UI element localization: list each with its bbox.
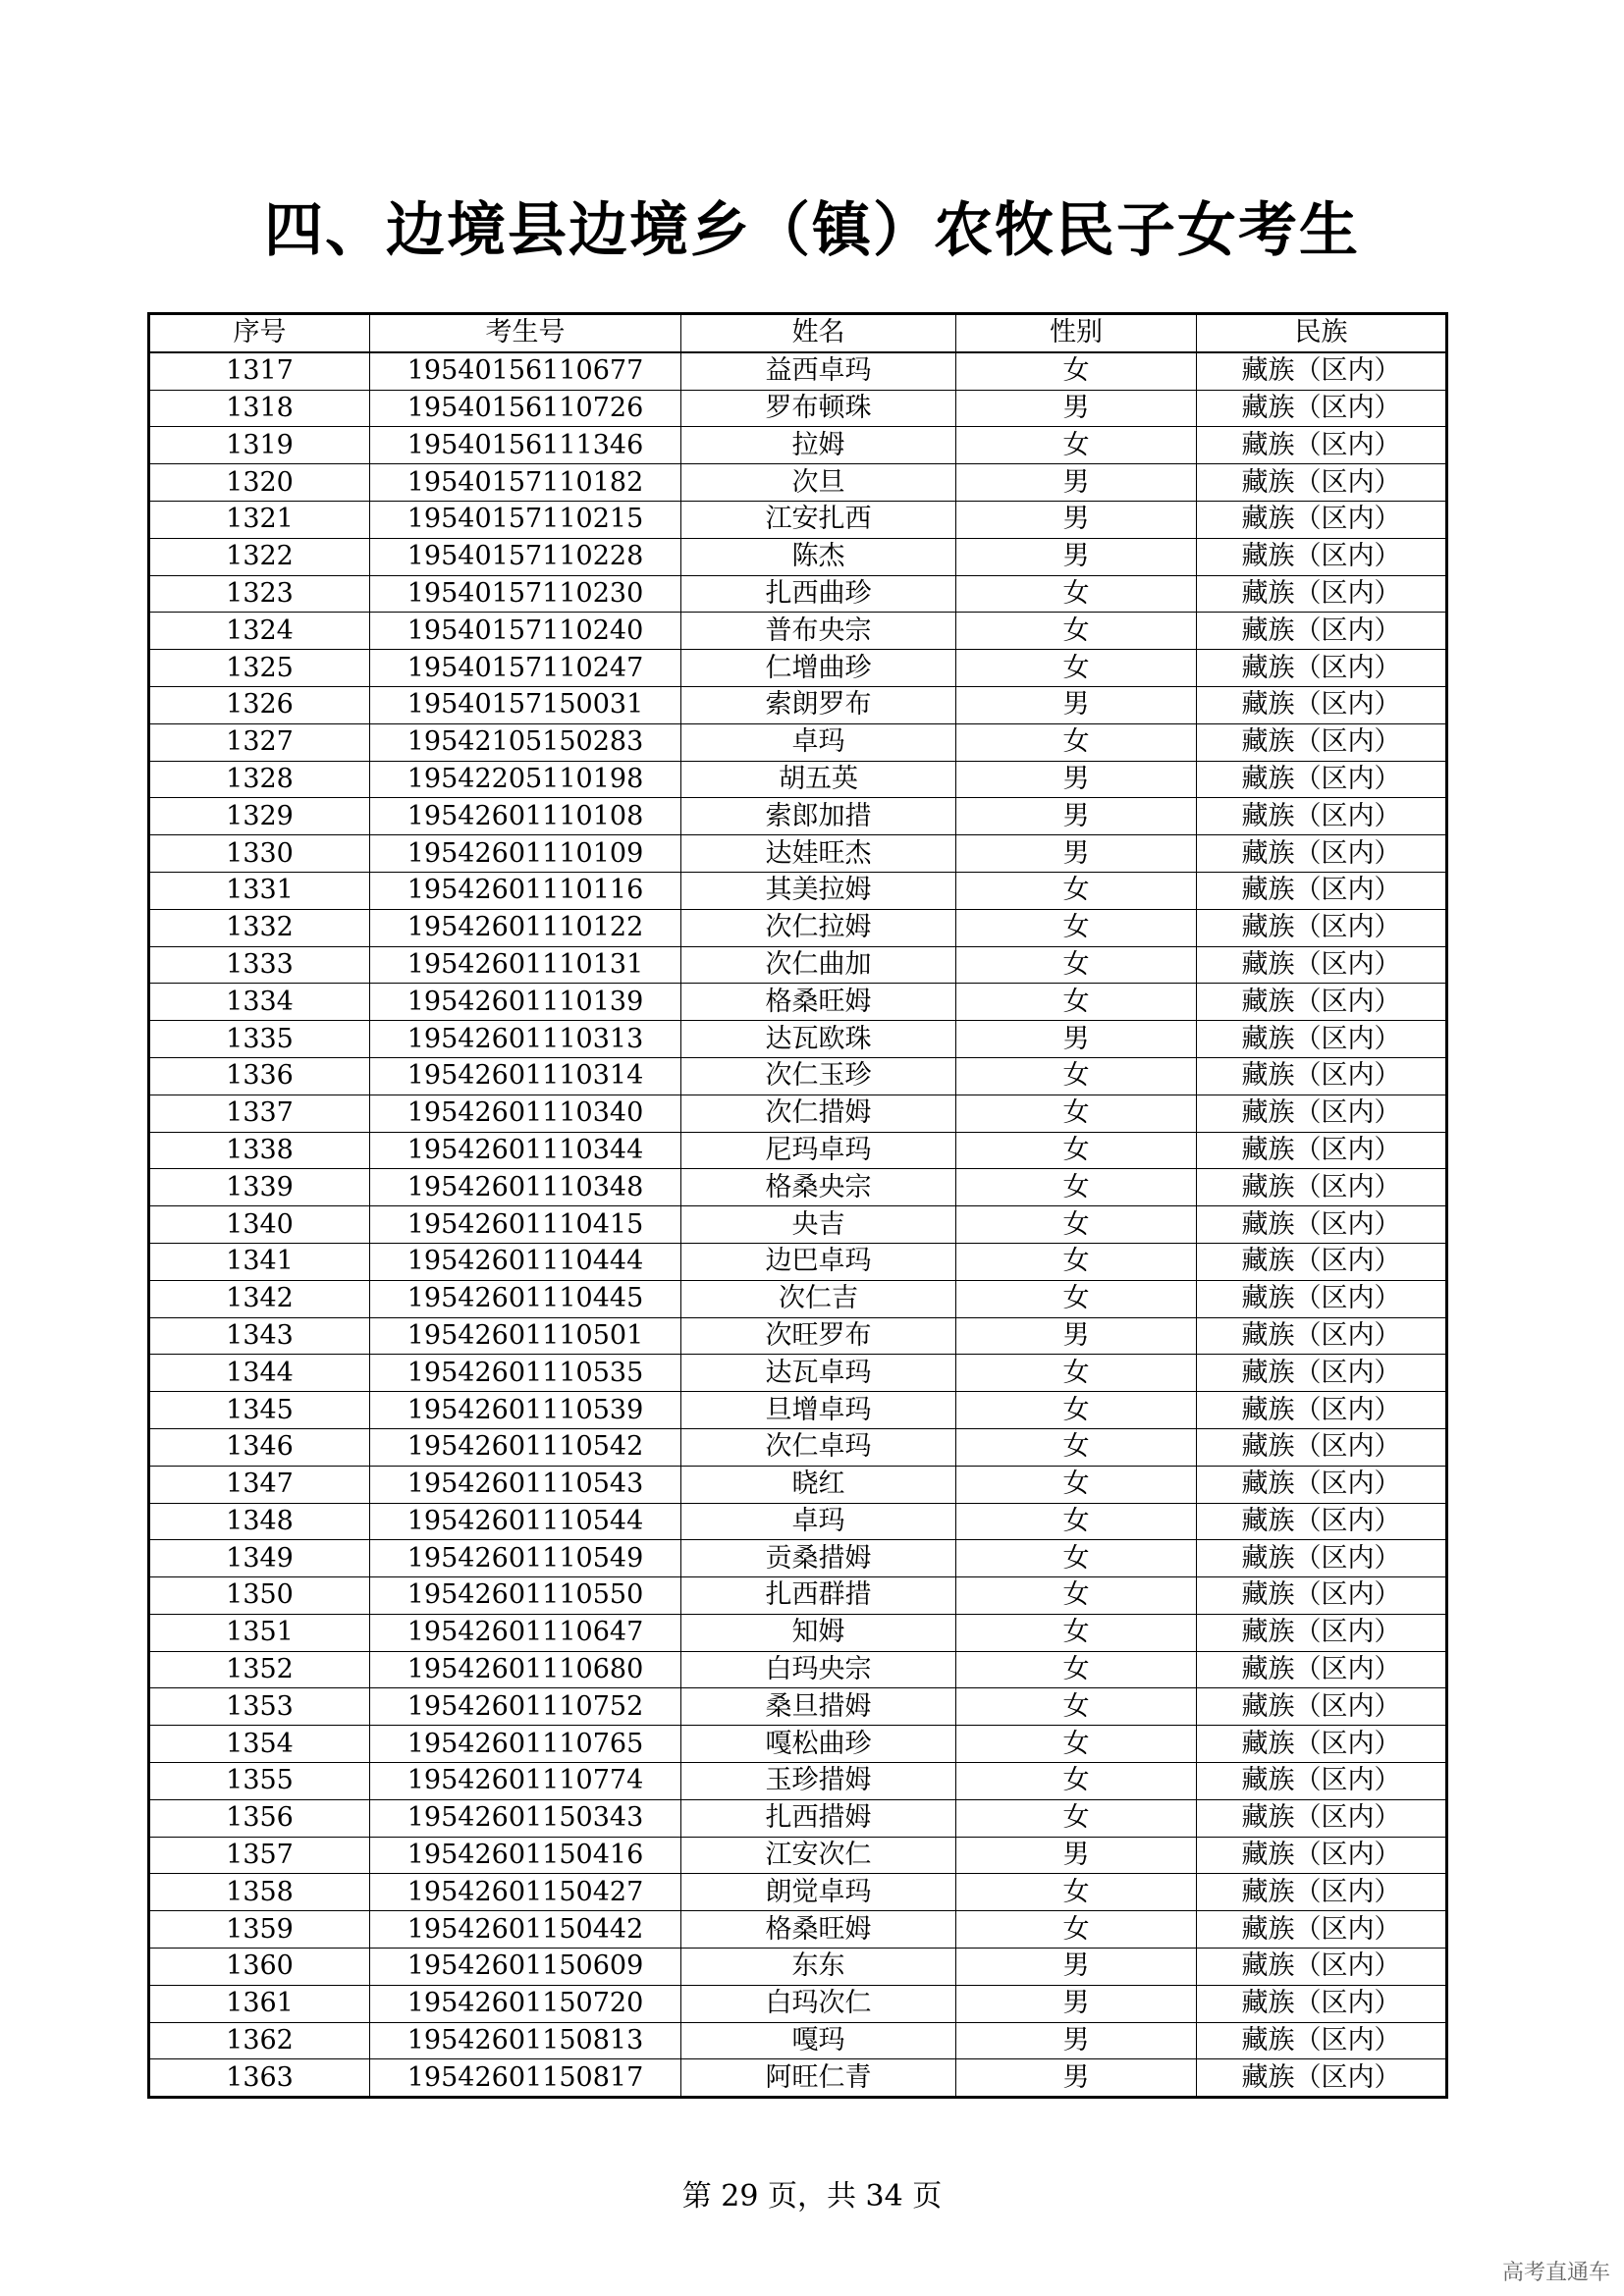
cell-candidate-number: 19540157110230 — [370, 575, 681, 613]
cell-candidate-number: 19540157110247 — [370, 650, 681, 687]
cell-ethnicity: 藏族（区内） — [1197, 1763, 1447, 1800]
cell-ethnicity: 藏族（区内） — [1197, 1799, 1447, 1837]
cell-ethnicity: 藏族（区内） — [1197, 761, 1447, 798]
cell-candidate-number: 19540157110215 — [370, 501, 681, 538]
cell-name: 次仁曲加 — [681, 946, 956, 984]
cell-name: 陈杰 — [681, 538, 956, 575]
cell-name: 罗布顿珠 — [681, 390, 956, 427]
table-row — [149, 1874, 1447, 1911]
table-row — [149, 352, 1447, 390]
cell-name: 阿旺仁青 — [681, 2059, 956, 2098]
table-row — [149, 575, 1447, 613]
cell-name: 东东 — [681, 1949, 956, 1986]
cell-gender: 女 — [956, 575, 1197, 613]
cell-gender: 男 — [956, 501, 1197, 538]
cell-serial-number: 1324 — [149, 613, 370, 650]
cell-gender: 女 — [956, 1799, 1197, 1837]
cell-candidate-number: 19542601150442 — [370, 1911, 681, 1949]
table-row — [149, 1540, 1447, 1577]
cell-name: 格桑旺姆 — [681, 984, 956, 1021]
cell-gender: 女 — [956, 1280, 1197, 1317]
page-title: 四、边境县边境乡（镇）农牧民子女考生 — [264, 196, 1360, 265]
cell-candidate-number: 19540156111346 — [370, 427, 681, 464]
cell-ethnicity: 藏族（区内） — [1197, 352, 1447, 390]
cell-ethnicity: 藏族（区内） — [1197, 1243, 1447, 1280]
table-row — [149, 390, 1447, 427]
table-row — [149, 1651, 1447, 1688]
cell-name: 次仁措姆 — [681, 1095, 956, 1132]
cell-serial-number: 1339 — [149, 1169, 370, 1206]
cell-ethnicity: 藏族（区内） — [1197, 1577, 1447, 1615]
cell-name: 其美拉姆 — [681, 872, 956, 909]
table-row — [149, 1095, 1447, 1132]
cell-candidate-number: 19540156110726 — [370, 390, 681, 427]
cell-serial-number: 1336 — [149, 1057, 370, 1095]
cell-ethnicity: 藏族（区内） — [1197, 1726, 1447, 1763]
cell-ethnicity: 藏族（区内） — [1197, 1206, 1447, 1244]
cell-name: 达瓦卓玛 — [681, 1355, 956, 1392]
cell-candidate-number: 19542601110348 — [370, 1169, 681, 1206]
cell-candidate-number: 19542601110647 — [370, 1614, 681, 1651]
cell-serial-number: 1338 — [149, 1132, 370, 1169]
cell-gender: 女 — [956, 1057, 1197, 1095]
cell-name: 边巴卓玛 — [681, 1243, 956, 1280]
header-candidate-number: 考生号 — [370, 314, 681, 352]
cell-name: 江安扎西 — [681, 501, 956, 538]
cell-name: 益西卓玛 — [681, 352, 956, 390]
cell-name: 索朗罗布 — [681, 686, 956, 723]
table-row — [149, 1614, 1447, 1651]
cell-candidate-number: 19542601110549 — [370, 1540, 681, 1577]
cell-name: 旦增卓玛 — [681, 1392, 956, 1429]
cell-serial-number: 1318 — [149, 390, 370, 427]
cell-gender: 女 — [956, 1726, 1197, 1763]
table-row — [149, 650, 1447, 687]
cell-candidate-number: 19542601110108 — [370, 798, 681, 835]
cell-gender: 女 — [956, 1614, 1197, 1651]
header-name: 姓名 — [681, 314, 956, 352]
cell-candidate-number: 19542601110314 — [370, 1057, 681, 1095]
cell-serial-number: 1354 — [149, 1726, 370, 1763]
cell-gender: 男 — [956, 1949, 1197, 1986]
cell-serial-number: 1352 — [149, 1651, 370, 1688]
cell-gender: 男 — [956, 1837, 1197, 1874]
cell-candidate-number: 19542601110550 — [370, 1577, 681, 1615]
cell-gender: 男 — [956, 798, 1197, 835]
cell-gender: 女 — [956, 1466, 1197, 1503]
cell-serial-number: 1317 — [149, 352, 370, 390]
table-row — [149, 1985, 1447, 2022]
cell-gender: 女 — [956, 427, 1197, 464]
cell-gender: 女 — [956, 1688, 1197, 1726]
cell-ethnicity: 藏族（区内） — [1197, 872, 1447, 909]
cell-ethnicity: 藏族（区内） — [1197, 1428, 1447, 1466]
cell-name: 扎西曲珍 — [681, 575, 956, 613]
cell-gender: 男 — [956, 2022, 1197, 2059]
cell-gender: 女 — [956, 1169, 1197, 1206]
cell-candidate-number: 19542601150813 — [370, 2022, 681, 2059]
cell-serial-number: 1342 — [149, 1280, 370, 1317]
cell-ethnicity: 藏族（区内） — [1197, 1651, 1447, 1688]
page-footer: 第 29 页，共 34 页 — [681, 2179, 943, 2214]
table-row — [149, 984, 1447, 1021]
cell-candidate-number: 19542601110752 — [370, 1688, 681, 1726]
cell-ethnicity: 藏族（区内） — [1197, 1466, 1447, 1503]
table-row — [149, 872, 1447, 909]
cell-gender: 女 — [956, 1540, 1197, 1577]
cell-serial-number: 1358 — [149, 1874, 370, 1911]
cell-candidate-number: 19542601110543 — [370, 1466, 681, 1503]
table-row — [149, 835, 1447, 873]
cell-ethnicity: 藏族（区内） — [1197, 1057, 1447, 1095]
cell-gender: 女 — [956, 1355, 1197, 1392]
candidate-table-container — [147, 312, 1448, 2099]
table-row — [149, 798, 1447, 835]
table-row — [149, 1392, 1447, 1429]
cell-gender: 男 — [956, 390, 1197, 427]
cell-serial-number: 1327 — [149, 723, 370, 761]
cell-candidate-number: 19542601110501 — [370, 1317, 681, 1355]
table-row — [149, 1911, 1447, 1949]
cell-candidate-number: 19542601110445 — [370, 1280, 681, 1317]
candidate-table — [147, 312, 1448, 2099]
cell-serial-number: 1344 — [149, 1355, 370, 1392]
cell-gender: 男 — [956, 1985, 1197, 2022]
cell-ethnicity: 藏族（区内） — [1197, 1688, 1447, 1726]
cell-ethnicity: 藏族（区内） — [1197, 798, 1447, 835]
table-row — [149, 1688, 1447, 1726]
cell-name: 达娃旺杰 — [681, 835, 956, 873]
cell-serial-number: 1328 — [149, 761, 370, 798]
cell-serial-number: 1321 — [149, 501, 370, 538]
cell-serial-number: 1322 — [149, 538, 370, 575]
cell-gender: 女 — [956, 1763, 1197, 1800]
cell-serial-number: 1329 — [149, 798, 370, 835]
cell-name: 格桑央宗 — [681, 1169, 956, 1206]
cell-candidate-number: 19542601150609 — [370, 1949, 681, 1986]
table-row — [149, 613, 1447, 650]
cell-candidate-number: 19542601110116 — [370, 872, 681, 909]
cell-ethnicity: 藏族（区内） — [1197, 1985, 1447, 2022]
table-row — [149, 1726, 1447, 1763]
cell-candidate-number: 19542601150720 — [370, 1985, 681, 2022]
cell-candidate-number: 19542601110680 — [370, 1651, 681, 1688]
cell-serial-number: 1357 — [149, 1837, 370, 1874]
cell-gender: 女 — [956, 1392, 1197, 1429]
table-row — [149, 1206, 1447, 1244]
cell-name: 格桑旺姆 — [681, 1911, 956, 1949]
cell-name: 普布央宗 — [681, 613, 956, 650]
cell-serial-number: 1360 — [149, 1949, 370, 1986]
cell-ethnicity: 藏族（区内） — [1197, 464, 1447, 502]
cell-gender: 男 — [956, 538, 1197, 575]
header-gender: 性别 — [956, 314, 1197, 352]
cell-serial-number: 1343 — [149, 1317, 370, 1355]
cell-serial-number: 1320 — [149, 464, 370, 502]
cell-candidate-number: 19542601110131 — [370, 946, 681, 984]
cell-gender: 女 — [956, 946, 1197, 984]
cell-ethnicity: 藏族（区内） — [1197, 1911, 1447, 1949]
cell-name: 胡五英 — [681, 761, 956, 798]
table-row — [149, 1021, 1447, 1058]
cell-gender: 女 — [956, 1911, 1197, 1949]
cell-ethnicity: 藏族（区内） — [1197, 1355, 1447, 1392]
cell-ethnicity: 藏族（区内） — [1197, 1095, 1447, 1132]
cell-name: 江安次仁 — [681, 1837, 956, 1874]
table-row — [149, 1317, 1447, 1355]
cell-name: 拉姆 — [681, 427, 956, 464]
cell-candidate-number: 19540157110228 — [370, 538, 681, 575]
cell-candidate-number: 19542601110415 — [370, 1206, 681, 1244]
cell-serial-number: 1337 — [149, 1095, 370, 1132]
cell-ethnicity: 藏族（区内） — [1197, 1169, 1447, 1206]
cell-gender: 女 — [956, 1428, 1197, 1466]
cell-name: 次旺罗布 — [681, 1317, 956, 1355]
cell-serial-number: 1346 — [149, 1428, 370, 1466]
cell-serial-number: 1348 — [149, 1503, 370, 1540]
cell-ethnicity: 藏族（区内） — [1197, 1317, 1447, 1355]
cell-ethnicity: 藏族（区内） — [1197, 538, 1447, 575]
cell-candidate-number: 19542601150416 — [370, 1837, 681, 1874]
cell-candidate-number: 19542105150283 — [370, 723, 681, 761]
table-row — [149, 1577, 1447, 1615]
cell-candidate-number: 19540157150031 — [370, 686, 681, 723]
table-row — [149, 1503, 1447, 1540]
cell-name: 尼玛卓玛 — [681, 1132, 956, 1169]
cell-ethnicity: 藏族（区内） — [1197, 1874, 1447, 1911]
cell-name: 晓红 — [681, 1466, 956, 1503]
cell-ethnicity: 藏族（区内） — [1197, 575, 1447, 613]
cell-ethnicity: 藏族（区内） — [1197, 1503, 1447, 1540]
cell-candidate-number: 19542601110122 — [370, 909, 681, 946]
cell-gender: 男 — [956, 1317, 1197, 1355]
cell-ethnicity: 藏族（区内） — [1197, 2059, 1447, 2098]
cell-gender: 女 — [956, 1095, 1197, 1132]
cell-gender: 女 — [956, 352, 1197, 390]
table-row — [149, 1057, 1447, 1095]
cell-serial-number: 1351 — [149, 1614, 370, 1651]
cell-gender: 女 — [956, 1651, 1197, 1688]
cell-serial-number: 1341 — [149, 1243, 370, 1280]
table-row — [149, 1169, 1447, 1206]
table-row — [149, 1355, 1447, 1392]
table-row — [149, 1763, 1447, 1800]
cell-serial-number: 1319 — [149, 427, 370, 464]
table-row — [149, 1280, 1447, 1317]
cell-name: 知姆 — [681, 1614, 956, 1651]
cell-serial-number: 1326 — [149, 686, 370, 723]
cell-serial-number: 1334 — [149, 984, 370, 1021]
cell-serial-number: 1331 — [149, 872, 370, 909]
cell-name: 次旦 — [681, 464, 956, 502]
table-row — [149, 1243, 1447, 1280]
cell-gender: 女 — [956, 1874, 1197, 1911]
header-ethnicity: 民族 — [1197, 314, 1447, 352]
cell-ethnicity: 藏族（区内） — [1197, 613, 1447, 650]
cell-name: 桑旦措姆 — [681, 1688, 956, 1726]
cell-ethnicity: 藏族（区内） — [1197, 1021, 1447, 1058]
table-row — [149, 1837, 1447, 1874]
cell-candidate-number: 19542601110765 — [370, 1726, 681, 1763]
cell-name: 白玛次仁 — [681, 1985, 956, 2022]
cell-ethnicity: 藏族（区内） — [1197, 1614, 1447, 1651]
table-row — [149, 2059, 1447, 2098]
cell-serial-number: 1349 — [149, 1540, 370, 1577]
cell-ethnicity: 藏族（区内） — [1197, 984, 1447, 1021]
table-row — [149, 1428, 1447, 1466]
cell-serial-number: 1345 — [149, 1392, 370, 1429]
cell-name: 卓玛 — [681, 723, 956, 761]
cell-name: 次仁卓玛 — [681, 1428, 956, 1466]
cell-ethnicity: 藏族（区内） — [1197, 1132, 1447, 1169]
cell-name: 索郎加措 — [681, 798, 956, 835]
cell-name: 次仁玉珍 — [681, 1057, 956, 1095]
cell-ethnicity: 藏族（区内） — [1197, 427, 1447, 464]
cell-ethnicity: 藏族（区内） — [1197, 835, 1447, 873]
cell-candidate-number: 19542601150427 — [370, 1874, 681, 1911]
table-row — [149, 761, 1447, 798]
cell-serial-number: 1350 — [149, 1577, 370, 1615]
table-row — [149, 501, 1447, 538]
cell-ethnicity: 藏族（区内） — [1197, 1837, 1447, 1874]
cell-candidate-number: 19542601110109 — [370, 835, 681, 873]
cell-ethnicity: 藏族（区内） — [1197, 723, 1447, 761]
cell-candidate-number: 19542601110344 — [370, 1132, 681, 1169]
cell-gender: 男 — [956, 761, 1197, 798]
cell-gender: 男 — [956, 835, 1197, 873]
cell-candidate-number: 19542601150817 — [370, 2059, 681, 2098]
cell-candidate-number: 19542601110535 — [370, 1355, 681, 1392]
cell-candidate-number: 19542601110539 — [370, 1392, 681, 1429]
table-row — [149, 1799, 1447, 1837]
cell-name: 扎西群措 — [681, 1577, 956, 1615]
cell-name: 朗觉卓玛 — [681, 1874, 956, 1911]
cell-ethnicity: 藏族（区内） — [1197, 650, 1447, 687]
cell-candidate-number: 19542601110139 — [370, 984, 681, 1021]
cell-ethnicity: 藏族（区内） — [1197, 1949, 1447, 1986]
cell-candidate-number: 19542601110313 — [370, 1021, 681, 1058]
table-row — [149, 2022, 1447, 2059]
cell-candidate-number: 19540156110677 — [370, 352, 681, 390]
cell-ethnicity: 藏族（区内） — [1197, 2022, 1447, 2059]
cell-serial-number: 1361 — [149, 1985, 370, 2022]
table-row — [149, 946, 1447, 984]
table-row — [149, 1949, 1447, 1986]
table-header — [149, 314, 1447, 352]
cell-name: 次仁拉姆 — [681, 909, 956, 946]
cell-name: 扎西措姆 — [681, 1799, 956, 1837]
cell-serial-number: 1323 — [149, 575, 370, 613]
cell-serial-number: 1325 — [149, 650, 370, 687]
cell-gender: 男 — [956, 2059, 1197, 2098]
cell-gender: 女 — [956, 872, 1197, 909]
cell-ethnicity: 藏族（区内） — [1197, 1280, 1447, 1317]
cell-gender: 女 — [956, 1503, 1197, 1540]
table-row — [149, 464, 1447, 502]
cell-ethnicity: 藏族（区内） — [1197, 909, 1447, 946]
cell-candidate-number: 19542601150343 — [370, 1799, 681, 1837]
cell-candidate-number: 19542601110544 — [370, 1503, 681, 1540]
cell-gender: 女 — [956, 1206, 1197, 1244]
cell-name: 达瓦欧珠 — [681, 1021, 956, 1058]
cell-gender: 女 — [956, 1132, 1197, 1169]
cell-serial-number: 1340 — [149, 1206, 370, 1244]
cell-serial-number: 1359 — [149, 1911, 370, 1949]
cell-gender: 女 — [956, 723, 1197, 761]
cell-name: 嘎松曲珍 — [681, 1726, 956, 1763]
cell-name: 次仁吉 — [681, 1280, 956, 1317]
cell-gender: 女 — [956, 650, 1197, 687]
cell-name: 贡桑措姆 — [681, 1540, 956, 1577]
cell-serial-number: 1363 — [149, 2059, 370, 2098]
cell-gender: 女 — [956, 613, 1197, 650]
cell-gender: 男 — [956, 1021, 1197, 1058]
cell-candidate-number: 19542601110542 — [370, 1428, 681, 1466]
cell-gender: 女 — [956, 1243, 1197, 1280]
cell-name: 央吉 — [681, 1206, 956, 1244]
table-row — [149, 538, 1447, 575]
cell-candidate-number: 19542601110774 — [370, 1763, 681, 1800]
cell-gender: 女 — [956, 909, 1197, 946]
cell-serial-number: 1330 — [149, 835, 370, 873]
cell-candidate-number: 19542601110340 — [370, 1095, 681, 1132]
cell-name: 白玛央宗 — [681, 1651, 956, 1688]
cell-gender: 女 — [956, 984, 1197, 1021]
table-row — [149, 1132, 1447, 1169]
table-header-row — [149, 314, 1447, 352]
cell-gender: 女 — [956, 1577, 1197, 1615]
cell-ethnicity: 藏族（区内） — [1197, 1540, 1447, 1577]
cell-name: 卓玛 — [681, 1503, 956, 1540]
cell-ethnicity: 藏族（区内） — [1197, 946, 1447, 984]
cell-candidate-number: 19540157110182 — [370, 464, 681, 502]
cell-ethnicity: 藏族（区内） — [1197, 501, 1447, 538]
cell-serial-number: 1355 — [149, 1763, 370, 1800]
cell-ethnicity: 藏族（区内） — [1197, 1392, 1447, 1429]
cell-serial-number: 1333 — [149, 946, 370, 984]
table-row — [149, 909, 1447, 946]
cell-serial-number: 1356 — [149, 1799, 370, 1837]
table-body — [149, 352, 1447, 2098]
cell-gender: 男 — [956, 686, 1197, 723]
cell-serial-number: 1353 — [149, 1688, 370, 1726]
cell-serial-number: 1347 — [149, 1466, 370, 1503]
cell-gender: 男 — [956, 464, 1197, 502]
table-row — [149, 1466, 1447, 1503]
cell-candidate-number: 19542601110444 — [370, 1243, 681, 1280]
cell-serial-number: 1362 — [149, 2022, 370, 2059]
cell-ethnicity: 藏族（区内） — [1197, 686, 1447, 723]
cell-name: 嘎玛 — [681, 2022, 956, 2059]
header-serial-number: 序号 — [149, 314, 370, 352]
table-row — [149, 686, 1447, 723]
cell-candidate-number: 19540157110240 — [370, 613, 681, 650]
cell-candidate-number: 19542205110198 — [370, 761, 681, 798]
cell-ethnicity: 藏族（区内） — [1197, 390, 1447, 427]
table-row — [149, 427, 1447, 464]
cell-name: 玉珍措姆 — [681, 1763, 956, 1800]
watermark: 高考直通车 — [1501, 2261, 1610, 2285]
table-row — [149, 723, 1447, 761]
cell-serial-number: 1335 — [149, 1021, 370, 1058]
cell-serial-number: 1332 — [149, 909, 370, 946]
cell-name: 仁增曲珍 — [681, 650, 956, 687]
